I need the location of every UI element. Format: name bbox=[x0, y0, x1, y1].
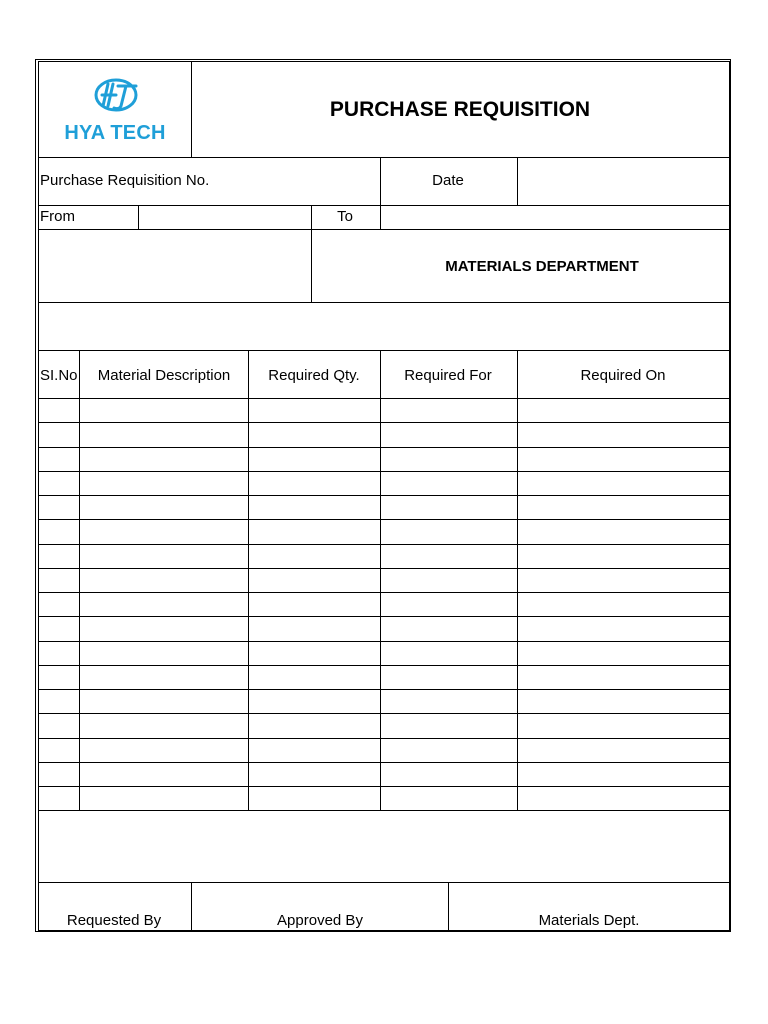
requisition-no-field[interactable] bbox=[39, 158, 379, 204]
from-label: From bbox=[40, 208, 75, 225]
table-cell-required-for[interactable] bbox=[381, 690, 517, 713]
table-cell-required-for[interactable] bbox=[381, 399, 517, 422]
table-cell-material-description[interactable] bbox=[80, 763, 248, 786]
table-cell-required-on[interactable] bbox=[518, 739, 730, 762]
table-cell-slno[interactable] bbox=[39, 787, 79, 810]
table-cell-required-on[interactable] bbox=[518, 448, 730, 471]
table-cell-required-qty[interactable] bbox=[249, 642, 380, 665]
table-cell-required-for[interactable] bbox=[381, 593, 517, 616]
divider bbox=[380, 157, 381, 205]
table-cell-material-description[interactable] bbox=[80, 569, 248, 592]
requested-by-label: Requested By bbox=[66, 912, 162, 929]
col-header-required-qty: Required Qty. bbox=[268, 367, 360, 384]
table-cell-slno[interactable] bbox=[39, 690, 79, 713]
table-cell-required-qty[interactable] bbox=[249, 714, 380, 738]
table-cell-slno[interactable] bbox=[39, 545, 79, 568]
table-cell-required-for[interactable] bbox=[381, 448, 517, 471]
table-cell-required-on[interactable] bbox=[518, 520, 730, 544]
page-title: PURCHASE REQUISITION bbox=[329, 98, 591, 121]
table-cell-material-description[interactable] bbox=[80, 520, 248, 544]
from-field[interactable] bbox=[139, 206, 310, 228]
table-cell-required-qty[interactable] bbox=[249, 399, 380, 422]
table-cell-required-qty[interactable] bbox=[249, 593, 380, 616]
table-cell-required-on[interactable] bbox=[518, 545, 730, 568]
table-cell-material-description[interactable] bbox=[80, 496, 248, 519]
table-cell-required-qty[interactable] bbox=[249, 520, 380, 544]
table-cell-material-description[interactable] bbox=[80, 666, 248, 689]
signature-space[interactable] bbox=[39, 811, 729, 881]
table-cell-required-for[interactable] bbox=[381, 763, 517, 786]
table-cell-required-for[interactable] bbox=[381, 472, 517, 495]
table-cell-slno[interactable] bbox=[39, 714, 79, 738]
company-name: HYA TECH bbox=[64, 122, 166, 144]
divider bbox=[191, 882, 192, 931]
table-cell-required-for[interactable] bbox=[381, 666, 517, 689]
table-cell-material-description[interactable] bbox=[80, 545, 248, 568]
table-cell-material-description[interactable] bbox=[80, 787, 248, 810]
table-cell-required-for[interactable] bbox=[381, 617, 517, 641]
materials-dept-label: Materials Dept. bbox=[538, 912, 640, 929]
table-cell-required-for[interactable] bbox=[381, 496, 517, 519]
table-cell-required-on[interactable] bbox=[518, 569, 730, 592]
table-cell-material-description[interactable] bbox=[80, 593, 248, 616]
from-department-field[interactable] bbox=[39, 230, 310, 301]
divider bbox=[38, 350, 730, 351]
table-cell-required-qty[interactable] bbox=[249, 545, 380, 568]
table-cell-required-on[interactable] bbox=[518, 690, 730, 713]
to-department: MATERIALS DEPARTMENT bbox=[445, 258, 639, 275]
table-cell-slno[interactable] bbox=[39, 496, 79, 519]
table-cell-material-description[interactable] bbox=[80, 690, 248, 713]
to-label: To bbox=[337, 208, 353, 225]
approved-by-label: Approved By bbox=[277, 912, 363, 929]
table-cell-required-on[interactable] bbox=[518, 496, 730, 519]
table-cell-required-for[interactable] bbox=[381, 787, 517, 810]
table-cell-required-qty[interactable] bbox=[249, 423, 380, 447]
table-cell-required-qty[interactable] bbox=[249, 666, 380, 689]
table-cell-required-for[interactable] bbox=[381, 569, 517, 592]
table-cell-material-description[interactable] bbox=[80, 714, 248, 738]
table-cell-required-for[interactable] bbox=[381, 520, 517, 544]
table-cell-required-on[interactable] bbox=[518, 714, 730, 738]
table-cell-material-description[interactable] bbox=[80, 399, 248, 422]
table-cell-required-on[interactable] bbox=[518, 472, 730, 495]
company-logo bbox=[57, 76, 173, 146]
table-cell-required-qty[interactable] bbox=[249, 739, 380, 762]
col-header-slno: SI.No bbox=[40, 367, 78, 384]
table-cell-slno[interactable] bbox=[39, 399, 79, 422]
divider bbox=[448, 882, 449, 931]
table-cell-required-on[interactable] bbox=[518, 763, 730, 786]
table-cell-required-on[interactable] bbox=[518, 617, 730, 641]
table-cell-slno[interactable] bbox=[39, 423, 79, 447]
table-cell-material-description[interactable] bbox=[80, 617, 248, 641]
table-cell-required-qty[interactable] bbox=[249, 569, 380, 592]
table-cell-slno[interactable] bbox=[39, 448, 79, 471]
table-cell-material-description[interactable] bbox=[80, 739, 248, 762]
table-cell-slno[interactable] bbox=[39, 763, 79, 786]
table-cell-slno[interactable] bbox=[39, 642, 79, 665]
col-header-required-on: Required On bbox=[580, 367, 666, 384]
requisition-no-label: Purchase Requisition No. bbox=[40, 172, 210, 189]
table-cell-required-on[interactable] bbox=[518, 642, 730, 665]
remarks-field[interactable] bbox=[39, 303, 729, 349]
table-cell-required-for[interactable] bbox=[381, 714, 517, 738]
table-cell-required-qty[interactable] bbox=[249, 617, 380, 641]
table-cell-slno[interactable] bbox=[39, 617, 79, 641]
col-header-material-description: Material Description bbox=[97, 367, 231, 384]
table-cell-material-description[interactable] bbox=[80, 642, 248, 665]
table-cell-required-on[interactable] bbox=[518, 787, 730, 810]
table-cell-slno[interactable] bbox=[39, 569, 79, 592]
table-cell-required-on[interactable] bbox=[518, 423, 730, 447]
table-cell-required-qty[interactable] bbox=[249, 787, 380, 810]
table-cell-material-description[interactable] bbox=[80, 472, 248, 495]
table-cell-required-on[interactable] bbox=[518, 666, 730, 689]
table-cell-slno[interactable] bbox=[39, 739, 79, 762]
table-cell-required-for[interactable] bbox=[381, 423, 517, 447]
table-cell-slno[interactable] bbox=[39, 593, 79, 616]
table-cell-required-on[interactable] bbox=[518, 593, 730, 616]
table-cell-required-for[interactable] bbox=[381, 739, 517, 762]
table-cell-required-on[interactable] bbox=[518, 399, 730, 422]
table-cell-required-qty[interactable] bbox=[249, 763, 380, 786]
table-cell-material-description[interactable] bbox=[80, 448, 248, 471]
table-cell-required-for[interactable] bbox=[381, 642, 517, 665]
to-field[interactable] bbox=[381, 206, 729, 228]
date-field[interactable] bbox=[518, 158, 729, 204]
ht-monogram-icon bbox=[92, 76, 140, 114]
table-cell-slno[interactable] bbox=[39, 520, 79, 544]
table-cell-required-qty[interactable] bbox=[249, 472, 380, 495]
logo-divider bbox=[191, 61, 192, 157]
date-label: Date bbox=[432, 172, 464, 189]
table-cell-slno[interactable] bbox=[39, 472, 79, 495]
table-cell-required-qty[interactable] bbox=[249, 496, 380, 519]
table-cell-material-description[interactable] bbox=[80, 423, 248, 447]
table-cell-required-qty[interactable] bbox=[249, 448, 380, 471]
divider bbox=[38, 882, 730, 883]
col-header-required-for: Required For bbox=[404, 367, 492, 384]
table-cell-required-qty[interactable] bbox=[249, 690, 380, 713]
divider bbox=[311, 205, 312, 302]
table-cell-slno[interactable] bbox=[39, 666, 79, 689]
table-cell-required-for[interactable] bbox=[381, 545, 517, 568]
